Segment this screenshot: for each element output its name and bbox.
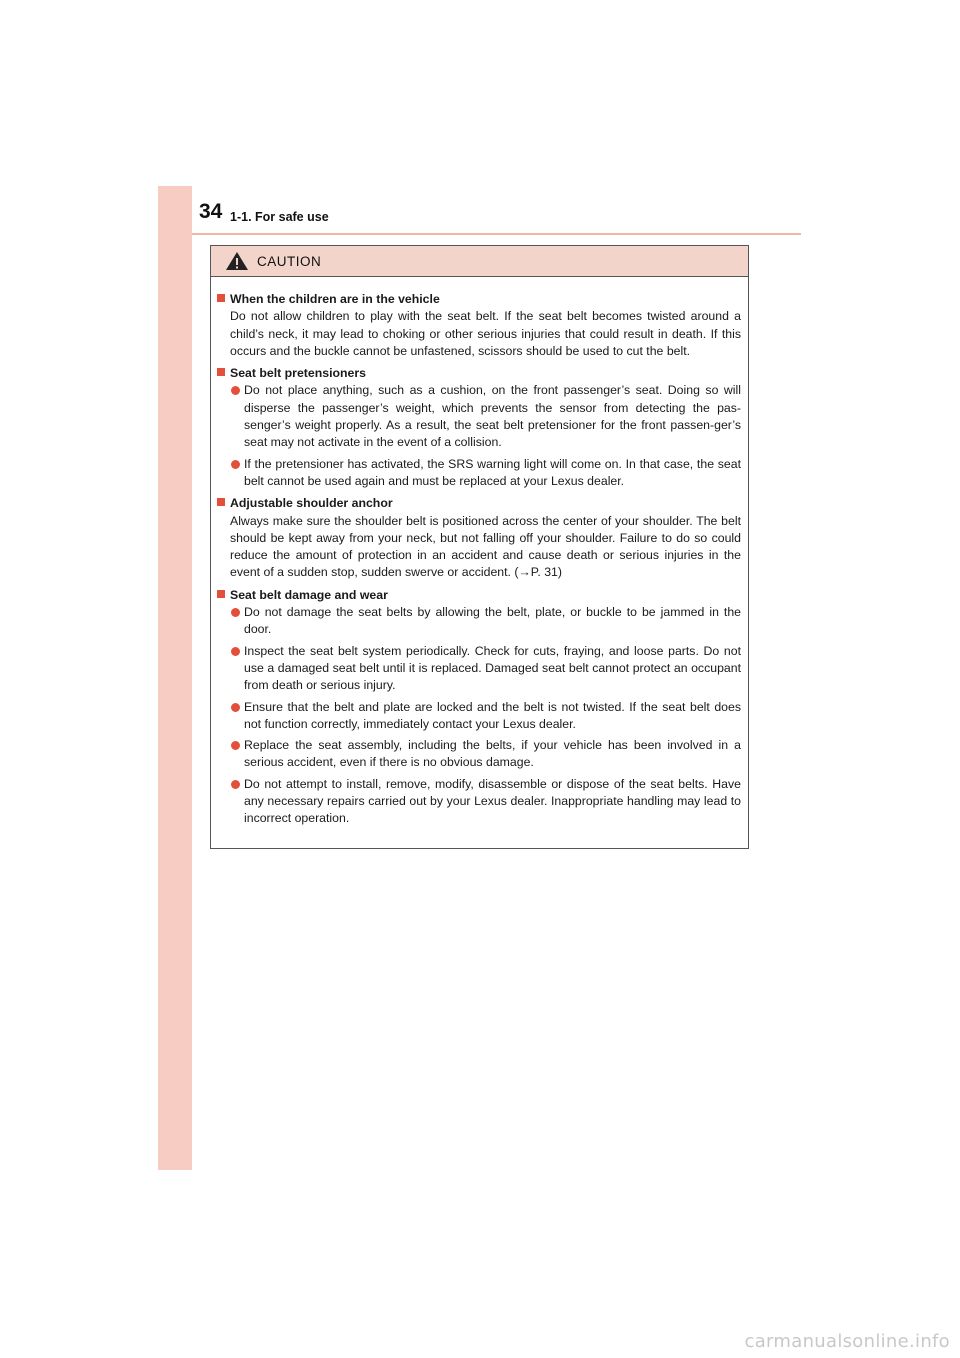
bullet-item <box>217 456 742 491</box>
round-bullet-icon <box>231 386 240 395</box>
bullet-item <box>217 776 742 828</box>
side-tab-band <box>158 186 192 1170</box>
bullet-item <box>217 382 742 451</box>
topic-heading-text: When the children are in the vehicle <box>230 292 440 306</box>
square-bullet-icon <box>217 498 225 506</box>
square-bullet-icon <box>217 294 225 302</box>
warning-triangle-icon <box>225 251 249 271</box>
bullet-text: Do not attempt to install, remove, modify, disassemble or dispose of the seat belts. Have any necessary repairs carried out by your Lexus dealer. Inappropriate handling may lead to incorrect operation. <box>244 776 741 826</box>
bullet-text: Ensure that the belt and plate are locked and the belt is not twisted. If the seat belt does not function correctly, immediately contact your Lexus dealer. <box>244 699 741 731</box>
caution-header <box>211 246 748 277</box>
round-bullet-icon <box>231 780 240 789</box>
bullet-text: Do not place anything, such as a cushion, on the front passenger’s seat. Doing so will disperse the passenger’s weight, which prevents the sensor from detecting the pas-senger’s weight properly. As a result, the seat belt pretensioner for the front passen-ger’s seat may not activate in the event of a collision. <box>244 383 741 450</box>
caution-topic <box>217 291 742 360</box>
bullet-item <box>217 699 742 734</box>
round-bullet-icon <box>231 703 240 712</box>
topic-paragraph: Do not allow children to play with the seat belt. If the seat belt becomes twisted around a child’s neck, it may lead to choking or other serious injuries that could result in death. If this occurs and the buckle cannot be unfastened, scissors should be used to cut the belt. <box>230 309 741 358</box>
header-divider <box>192 233 801 235</box>
topic-heading-text: Seat belt damage and wear <box>230 587 388 602</box>
bullet-item <box>217 604 742 639</box>
topic-heading <box>217 587 742 604</box>
caution-topic <box>217 587 742 828</box>
caution-body <box>211 277 748 828</box>
bullet-text: If the pretensioner has activated, the SRS warning light will come on. In that case, the seat belt cannot be used again and must be replaced at your Lexus dealer. <box>244 456 741 488</box>
section-title: 1-1. For safe use <box>230 210 329 224</box>
square-bullet-icon <box>217 590 225 598</box>
caution-label: CAUTION <box>257 253 322 269</box>
watermark: carmanualsonline.info <box>744 1331 950 1352</box>
caution-topic <box>217 495 742 581</box>
topic-paragraph: Always make sure the shoulder belt is positioned across the center of your shoulder. The belt should be kept away from your neck, but not falling off your shoulder. Failure to do so could reduce the amount of protection in an accident and cause death or serious injuries in the event of a sudden stop, sudden swerve or accident. (→P. 31) <box>230 513 741 580</box>
round-bullet-icon <box>231 460 240 469</box>
round-bullet-icon <box>231 647 240 656</box>
topic-heading-text: Seat belt pretensioners <box>230 366 366 381</box>
bullet-item <box>217 737 742 772</box>
topic-heading <box>217 495 742 512</box>
page-number: 34 <box>199 200 223 223</box>
topic-heading-text: Adjustable shoulder anchor <box>230 496 393 511</box>
round-bullet-icon <box>231 741 240 750</box>
caution-box <box>210 245 749 849</box>
bullet-text: Do not damage the seat belts by allowing the belt, plate, or buckle to be jammed in the door. <box>244 605 741 637</box>
caution-topic <box>217 365 742 490</box>
round-bullet-icon <box>231 608 240 617</box>
topic-heading <box>217 365 742 382</box>
bullet-text: Inspect the seat belt system periodically. Check for cuts, fraying, and loose parts. Do not use a damaged seat belt until it is replaced. Damaged seat belt cannot protect an occupant from death or serious injury. <box>244 643 741 693</box>
topic-heading <box>217 291 742 308</box>
bullet-text: Replace the seat assembly, including the belts, if your vehicle has been involved in a serious accident, even if there is no obvious damage. <box>244 738 741 770</box>
bullet-item <box>217 643 742 695</box>
square-bullet-icon <box>217 368 225 376</box>
